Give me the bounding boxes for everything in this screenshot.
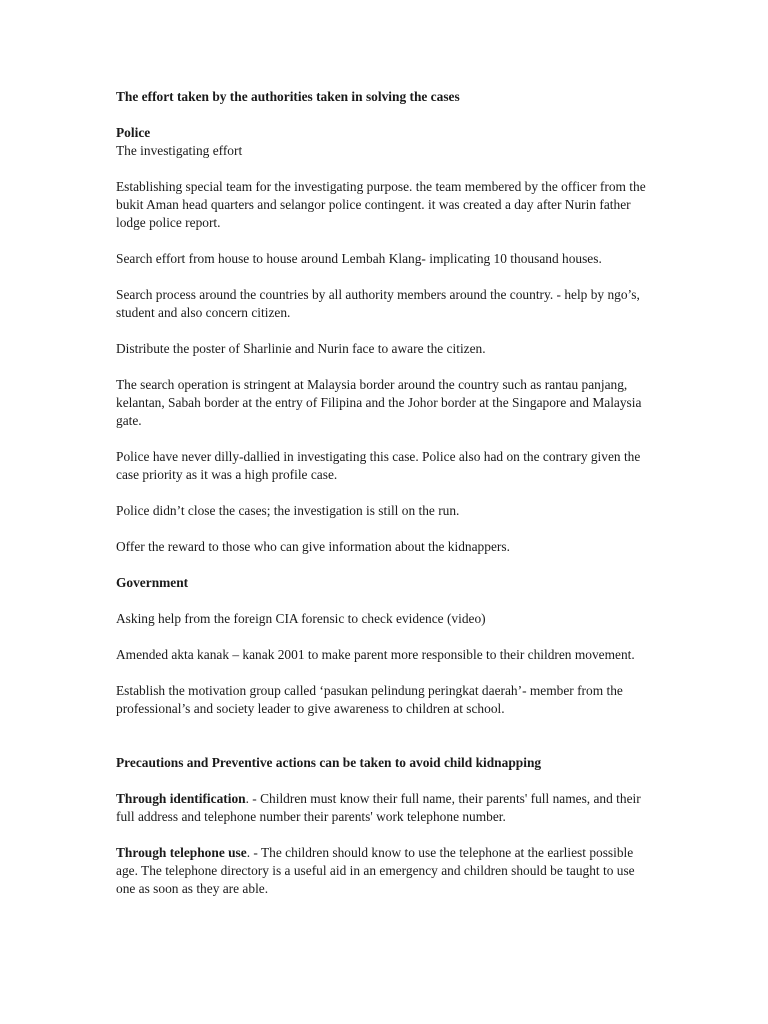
police-paragraph-5: The search operation is stringent at Malaysia border around the country such as rantau panjang, kelantan, Sabah border at the entry of Filipina and the Johor border at the Singapore and Malaysia gate. — [116, 377, 642, 428]
precaution-telephone-text: . - The children should know to use the telephone at the earliest possible age. The telephone directory is a useful aid in an emergency and children should be taught to use one as soon as they are able. — [116, 845, 635, 896]
police-paragraph-4: Distribute the poster of Sharlinie and Nurin face to aware the citizen. — [116, 341, 486, 356]
precaution-identification-text: . - Children must know their full name, their parents' full names, and their full address and telephone number their parents' work telephone number. — [116, 791, 641, 824]
government-paragraph-1: Asking help from the foreign CIA forensic to check evidence (video) — [116, 611, 486, 626]
police-paragraph-7: Police didn’t close the cases; the investigation is still on the run. — [116, 503, 460, 518]
police-paragraph-2: Search effort from house to house around Lembah Klang- implicating 10 thousand houses. — [116, 251, 602, 266]
police-paragraph-3: Search process around the countries by all authority members around the country. - help by ngo’s, student and also concern citizen. — [116, 287, 640, 320]
precaution-telephone — [116, 844, 656, 898]
government-heading: Government — [116, 575, 189, 590]
government-paragraph-3: Establish the motivation group called ‘pasukan pelindung peringkat daerah’- member from the professional’s and society leader to give awareness to children at school. — [116, 683, 623, 716]
precaution-identification-lead: Through identification — [116, 791, 246, 806]
precaution-telephone-lead: Through telephone use — [116, 845, 247, 860]
police-heading: Police — [116, 125, 151, 140]
precautions-heading: Precautions and Preventive actions can be taken to avoid child kidnapping — [116, 755, 542, 770]
police-paragraph-6: Police have never dilly-dallied in investigating this case. Police also had on the contrary given the case priority as it was a high profile case. — [116, 449, 641, 482]
police-paragraph-1: Establishing special team for the investigating purpose. the team membered by the officer from the bukit Aman head quarters and selangor police contingent. it was created a day after Nurin father lodge police report. — [116, 179, 646, 230]
document-title: The effort taken by the authorities taken in solving the cases — [116, 89, 460, 104]
police-subheading: The investigating effort — [116, 143, 243, 158]
precaution-identification — [116, 790, 656, 826]
document-page — [116, 88, 656, 898]
police-paragraph-8: Offer the reward to those who can give information about the kidnappers. — [116, 539, 510, 554]
government-paragraph-2: Amended akta kanak – kanak 2001 to make parent more responsible to their children movement. — [116, 647, 635, 662]
